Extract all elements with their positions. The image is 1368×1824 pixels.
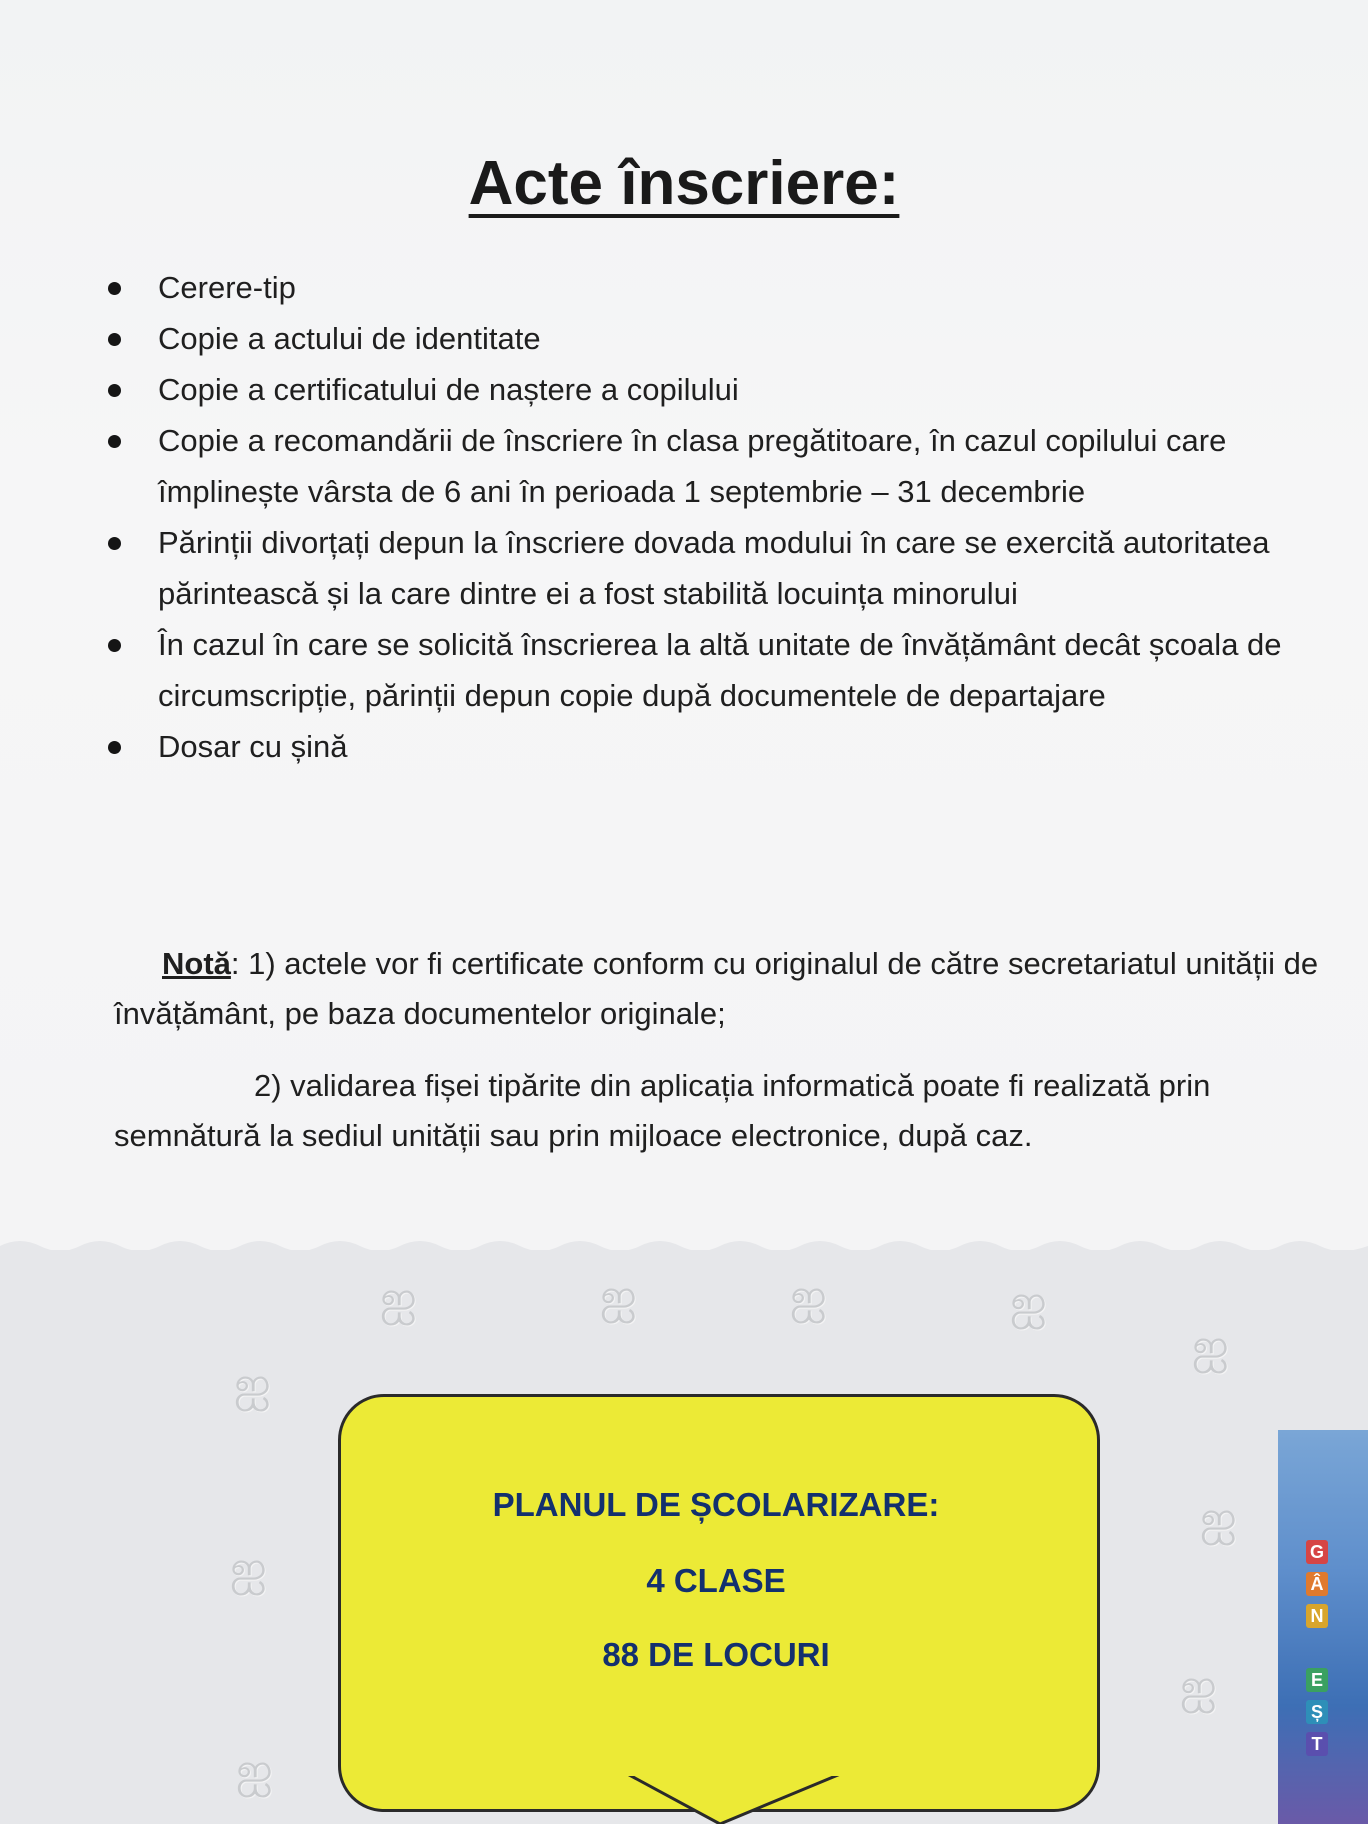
side-letter: Ș	[1306, 1700, 1328, 1724]
side-letter: G	[1306, 1540, 1328, 1564]
side-letter: N	[1306, 1604, 1328, 1628]
card-classes: 4 CLASE	[646, 1562, 786, 1599]
side-letter: E	[1306, 1668, 1328, 1692]
list-item: Copie a certificatului de naștere a copilului	[108, 364, 1348, 415]
side-letter: Â	[1306, 1572, 1328, 1596]
butterfly-icon: ஐ	[600, 1269, 637, 1321]
list-item: Copie a recomandării de înscriere în clasa pregătitoare, în cazul copilului care împlinește vârsta de 6 ani în perioada 1 septembrie – 31 decembrie	[108, 415, 1348, 517]
required-documents-list	[108, 262, 1348, 772]
butterfly-icon: ஐ	[380, 1271, 417, 1323]
butterfly-icon: ஐ	[230, 1541, 267, 1593]
note-2: 2) validarea fișei tipărite din aplicația informatică poate fi realizată prin semnătură la sediul unității sau prin mijloace electronice, după caz.	[114, 1068, 1211, 1153]
list-item: În cazul în care se solicită înscrierea la altă unitate de învățământ decât școala de circumscripție, părinții depun copie după documentele de departajare	[108, 619, 1348, 721]
butterfly-icon: ஐ	[1200, 1491, 1237, 1543]
speech-bubble-tail	[600, 1770, 900, 1824]
butterfly-icon: ஐ	[790, 1269, 827, 1321]
enrollment-plan-card	[338, 1394, 1100, 1812]
note-1	[114, 939, 1334, 1039]
list-item: Copie a actului de identitate	[108, 313, 1348, 364]
list-item: Cerere-tip	[108, 262, 1348, 313]
butterfly-icon: ஐ	[1192, 1319, 1229, 1371]
butterfly-icon: ஐ	[1180, 1659, 1217, 1711]
document-title: Acte înscriere:	[468, 149, 900, 218]
butterfly-icon: ஐ	[234, 1357, 271, 1409]
butterfly-icon: ஐ	[1010, 1275, 1047, 1327]
list-item: Dosar cu șină	[108, 721, 1348, 772]
butterfly-icon: ஐ	[236, 1743, 273, 1795]
side-letter: T	[1306, 1732, 1328, 1756]
note-1-text: : 1) actele vor fi certificate conform cu originalul de către secretariatul unității de învățământ, pe baza documentelor originale;	[114, 946, 1319, 1031]
note-label: Notă	[162, 946, 231, 981]
card-heading: PLANUL DE ȘCOLARIZARE:	[492, 1486, 940, 1523]
list-item: Părinții divorțați depun la înscriere dovada modului în care se exercită autoritatea părintească și la care dintre ei a fost stabilită locuința minorului	[108, 517, 1348, 619]
card-places: 88 DE LOCURI	[602, 1636, 830, 1673]
